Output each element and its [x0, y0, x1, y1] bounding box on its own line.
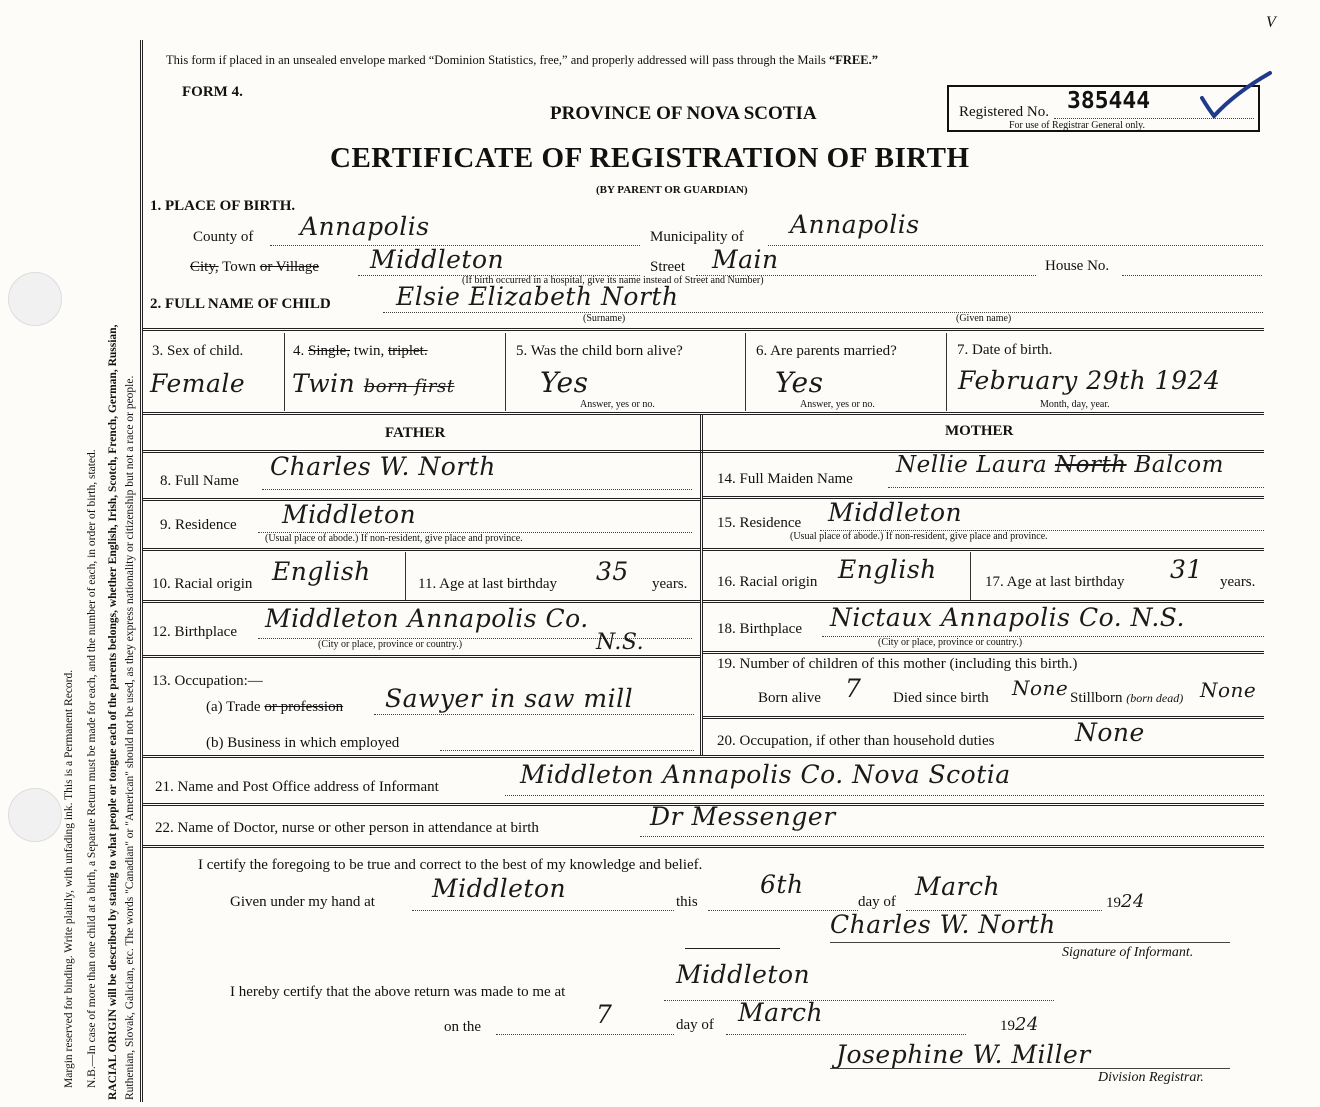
mother-origin-value: English — [838, 555, 937, 584]
registrar-only-note: For use of Registrar General only. — [1009, 120, 1145, 131]
given-day-of-label: day of — [858, 894, 896, 910]
house-number-label: House No. — [1045, 258, 1110, 274]
given-year-prefix: 19 — [1106, 895, 1121, 911]
father-divider-1 — [142, 498, 700, 501]
registrar-day-line — [496, 1034, 674, 1035]
county-label: County of — [193, 229, 254, 245]
child-name-line — [383, 312, 1263, 313]
city-label: City, — [190, 259, 219, 275]
postage-notice-text: This form if placed in an unsealed envelope marked “Dominion Statistics, free,” and properly addressed will pass through the Mails — [166, 53, 830, 67]
father-age-value: 35 — [596, 557, 629, 586]
father-name-value: Charles W. North — [270, 452, 496, 481]
form-number: FORM 4. — [182, 84, 243, 100]
registered-label: Registered No. — [959, 104, 1049, 120]
mother-years-label: years. — [1220, 574, 1256, 590]
parents-divider — [700, 415, 703, 755]
father-origin-label: 10. Racial origin — [152, 576, 253, 592]
father-origin-value: English — [272, 557, 371, 586]
divider-2 — [142, 412, 1264, 415]
corner-tick: V — [1266, 14, 1276, 31]
twin-answer: Twin — [292, 369, 356, 398]
dob-label: 7. Date of birth. — [957, 342, 1053, 358]
father-divider-2 — [142, 548, 700, 551]
postage-free: “FREE.” — [829, 53, 878, 67]
mother-divider-4 — [703, 651, 1264, 654]
father-residence-value: Middleton — [282, 500, 417, 529]
registrar-statement: I hereby certify that the above return was made to me at — [230, 984, 566, 1000]
mother-name-struck: North — [1055, 452, 1127, 478]
registrar-day-value: 7 — [596, 1000, 613, 1029]
mother-name-line — [888, 487, 1264, 488]
surname-note: (Surname) — [583, 313, 626, 324]
father-business-label: (b) Business in which employed — [206, 735, 400, 751]
triplet-label: triplet. — [388, 343, 428, 359]
registrar-place-line — [664, 1000, 1054, 1001]
children-count-label: 19. Number of children of this mother (including this birth.) — [717, 656, 1078, 672]
dob-note: Month, day, year. — [1040, 399, 1110, 410]
dob-value: February 29th 1924 — [958, 366, 1221, 395]
given-place-value: Middleton — [432, 874, 567, 903]
single-label: Single, — [308, 343, 351, 359]
registrar-place-value: Middleton — [676, 960, 811, 989]
child-name-value: Elsie Elizabeth North — [396, 282, 679, 311]
row3-sep-2 — [505, 333, 506, 411]
house-line — [1122, 275, 1262, 276]
registered-number: 385444 — [1067, 88, 1151, 114]
father-age-label: 11. Age at last birthday — [418, 576, 557, 592]
margin-note-3: RACIAL ORIGIN will be described by stating to what people or tongue each of the parents belongs, whether English, Irish, Scotch, French, German, Russian, — [107, 324, 119, 1100]
twin-order-struck: born first — [363, 376, 455, 397]
short-rule — [685, 948, 780, 949]
father-years-label: years. — [652, 576, 688, 592]
twin-word: twin, — [350, 343, 389, 359]
born-alive-value: Yes — [540, 366, 589, 399]
stillborn-word: Stillborn — [1070, 690, 1123, 706]
registrar-signature: Josephine W. Miller — [836, 1040, 1091, 1069]
doctor-line — [640, 836, 1264, 837]
informant-line — [505, 795, 1264, 796]
registrar-year-prefix: 19 — [1000, 1018, 1015, 1034]
stillborn-label — [1070, 690, 1183, 707]
informant-label: 21. Name and Post Office address of Informant — [155, 779, 439, 795]
father-name-label: 8. Full Name — [160, 473, 239, 489]
margin-note-1: Margin reserved for binding. Write plainly, with unfading ink. This is a Permanent Record. — [63, 669, 75, 1088]
row3-sep-3 — [745, 333, 746, 411]
father-divider-3 — [142, 600, 700, 603]
mother-name-label: 14. Full Maiden Name — [717, 471, 853, 487]
town-label — [190, 259, 319, 276]
registrar-day-of-label: day of — [676, 1017, 714, 1033]
twin-label — [293, 343, 428, 360]
mother-birthplace-label: 18. Birthplace — [717, 621, 802, 637]
mother-residence-label: 15. Residence — [717, 515, 802, 531]
divider-3 — [142, 755, 1264, 758]
registrar-month-line — [726, 1034, 966, 1035]
place-of-birth-label: 1. PLACE OF BIRTH. — [150, 198, 296, 214]
mother-heading: MOTHER — [945, 423, 1014, 439]
given-this-label: this — [676, 894, 698, 910]
father-birthplace-value: Middleton Annapolis Co. — [265, 604, 589, 633]
row3-sep-1 — [284, 333, 285, 411]
died-since-birth-value: None — [1012, 676, 1069, 700]
born-alive-note: Answer, yes or no. — [580, 399, 655, 410]
mother-maiden-surname: Balcom — [1134, 452, 1224, 478]
born-dead-label: (born dead) — [1126, 691, 1184, 705]
mother-name-value — [896, 452, 1224, 478]
given-month-value: March — [915, 872, 1001, 901]
county-value: Annapolis — [300, 212, 430, 241]
father-residence-note: (Usual place of abode.) If non-resident, give place and province. — [265, 533, 523, 544]
trade-word: (a) Trade — [206, 699, 265, 715]
town-word: Town — [218, 259, 260, 275]
father-heading: FATHER — [385, 425, 446, 441]
registrar-year — [1000, 1014, 1039, 1035]
father-trade-value: Sawyer in saw mill — [385, 684, 634, 713]
or-profession-label: or profession — [264, 699, 344, 715]
mother-occupation-value: None — [1075, 718, 1145, 747]
married-note: Answer, yes or no. — [800, 399, 875, 410]
mother-birthplace-note: (City or place, province or country.) — [878, 637, 1023, 648]
or-village-label: or Village — [259, 259, 320, 275]
registrar-on-label: on the — [444, 1019, 482, 1035]
father-birthplace-label: 12. Birthplace — [152, 624, 237, 640]
municipality-line — [768, 245, 1263, 246]
divider-5 — [142, 845, 1264, 848]
mother-residence-note: (Usual place of abode.) If non-resident, give place and province. — [790, 531, 1048, 542]
twin-number: 4. — [293, 343, 305, 359]
mother-occupation-label: 20. Occupation, if other than household duties — [717, 733, 995, 749]
father-trade-line — [374, 714, 694, 715]
signature-line — [830, 942, 1230, 943]
certify-statement: I certify the foregoing to be true and correct to the best of my knowledge and belief. — [198, 857, 703, 873]
mother-divider-5 — [703, 716, 1264, 719]
divider-1 — [142, 328, 1264, 331]
doctor-value: Dr Messenger — [650, 802, 836, 831]
given-year — [1106, 891, 1145, 912]
born-alive-count-value: 7 — [845, 674, 862, 703]
born-alive-question: 5. Was the child born alive? — [516, 343, 683, 359]
registrar-signature-line — [830, 1068, 1230, 1069]
doctor-label: 22. Name of Doctor, nurse or other person in attendance at birth — [155, 820, 539, 836]
checkmark-icon — [1200, 68, 1275, 123]
married-value: Yes — [775, 366, 824, 399]
mother-age-value: 31 — [1170, 555, 1203, 584]
given-year-value: 24 — [1121, 891, 1145, 912]
registrar-month-value: March — [738, 998, 824, 1027]
municipality-label: Municipality of — [650, 229, 744, 245]
given-day-value: 6th — [760, 870, 804, 899]
certificate-subtitle: (BY PARENT OR GUARDIAN) — [596, 184, 748, 196]
binding-hole-top — [8, 272, 62, 326]
province-title: PROVINCE OF NOVA SCOTIA — [550, 103, 817, 124]
informant-signature: Charles W. North — [830, 910, 1056, 939]
hospital-note: (If birth occurred in a hospital, give its name instead of Street and Number) — [462, 275, 764, 286]
registrar-year-value: 24 — [1015, 1014, 1039, 1035]
mother-divider-2 — [703, 548, 1264, 551]
married-question: 6. Are parents married? — [756, 343, 897, 359]
born-alive-count-label: Born alive — [758, 690, 821, 706]
sex-label: 3. Sex of child. — [152, 343, 244, 359]
child-name-label: 2. FULL NAME OF CHILD — [150, 296, 331, 312]
father-birthplace-value-2: N.S. — [596, 630, 645, 655]
twin-value — [292, 369, 455, 398]
father-trade-label — [206, 699, 343, 716]
father-origin-sep — [405, 552, 406, 600]
sex-value: Female — [150, 369, 246, 398]
mother-age-label: 17. Age at last birthday — [985, 574, 1125, 590]
binding-hole-bottom — [8, 788, 62, 842]
street-label: Street — [650, 259, 685, 275]
father-business-line — [440, 750, 694, 751]
father-name-line — [262, 489, 692, 490]
municipality-value: Annapolis — [790, 210, 920, 239]
given-place-line — [412, 910, 674, 911]
town-value: Middleton — [370, 245, 505, 274]
postage-notice — [166, 53, 878, 68]
informant-signature-label: Signature of Informant. — [1062, 945, 1194, 960]
father-residence-label: 9. Residence — [160, 517, 237, 533]
street-value: Main — [712, 245, 779, 274]
given-name-note: (Given name) — [956, 313, 1012, 324]
mother-given-names: Nellie Laura — [896, 452, 1048, 478]
informant-value: Middleton Annapolis Co. Nova Scotia — [520, 760, 1011, 789]
margin-note-4: Ruthenian, Slovak, Galician, etc. The words "Canadian" or "American" should not be used, as they express nationality or citizenship but not a race or people. — [124, 375, 136, 1100]
died-since-birth-label: Died since birth — [893, 690, 989, 706]
margin-note-2: N.B.—In case of more than one child at a birth, a Separate Return must be made for each, and the number of each, in order of birth, stated. — [86, 449, 98, 1088]
mother-origin-sep — [970, 552, 971, 600]
father-divider-4 — [142, 655, 700, 658]
given-under-hand-label: Given under my hand at — [230, 894, 375, 910]
row3-sep-4 — [946, 333, 947, 411]
certificate-title: CERTIFICATE OF REGISTRATION OF BIRTH — [330, 142, 970, 174]
mother-divider-1 — [703, 496, 1264, 499]
registrar-signature-label: Division Registrar. — [1098, 1070, 1204, 1085]
mother-origin-label: 16. Racial origin — [717, 574, 818, 590]
mother-birthplace-value: Nictaux Annapolis Co. N.S. — [830, 603, 1185, 632]
form-left-border — [140, 40, 143, 1102]
father-occupation-label: 13. Occupation:— — [152, 673, 263, 689]
mother-residence-value: Middleton — [828, 498, 963, 527]
father-birthplace-note: (City or place, province or country.) — [318, 639, 463, 650]
stillborn-value: None — [1200, 678, 1257, 702]
